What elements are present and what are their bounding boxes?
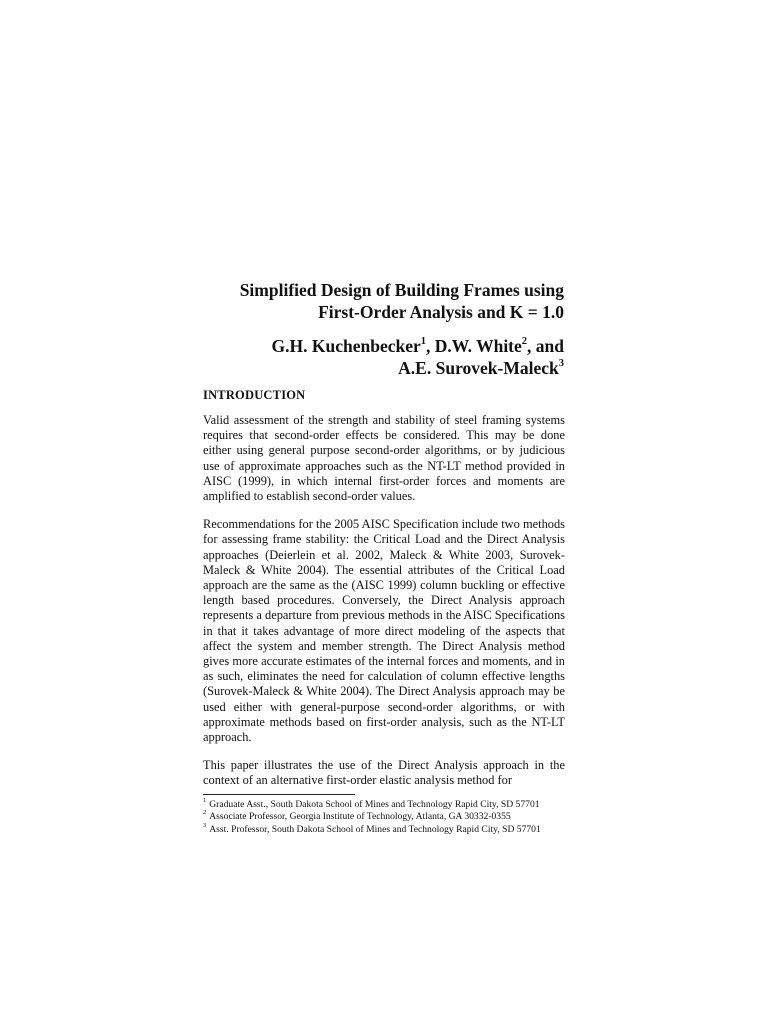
author-2-footnote-mark: 2: [521, 336, 528, 348]
paragraph: Recommendations for the 2005 AISC Specification include two methods for assessing frame stability: the Critical Load and the Direct Analysis approaches (Deierlein et al. 2002, Maleck & White 2003, Surovek-Maleck & White 2004). The essential attributes of the Critical Load approach are the same as the (AISC 1999) column buckling or effective length based procedures. Conversely, the Direct Analysis approach represents a departure from previous methods in the AISC Specifications in that it takes advantage of more direct modeling of the aspects that affect the system and member strength. The Direct Analysis method gives more accurate estimates of the internal forces and moments, and in as such, eliminates the need for calculation of column effective lengths (Surovek-Maleck & White 2004). The Direct Analysis approach may be used either with general-purpose second-order algorithms, or with approximate methods based on first-order analysis, such as the NT-LT approach.: [203, 517, 565, 745]
footnote-text: Graduate Asst., South Dakota School of Mines and Technology Rapid City, SD 57701: [209, 799, 540, 810]
footnote-mark: 1: [203, 796, 207, 804]
paragraph: Valid assessment of the strength and stability of steel framing systems requires that second-order effects be considered. This may be done either using general purpose second-order algorithms, or by judicious use of approximate approaches such as the NT-LT method provided in AISC (1999), in which internal first-order forces and moments are amplified to establish second-order values.: [203, 413, 565, 504]
footnotes: [203, 796, 575, 836]
author-line-1: [200, 335, 564, 357]
footnote: [203, 821, 575, 836]
author-3-name: A.E. Surovek-Maleck: [398, 358, 559, 378]
footnote: [203, 811, 575, 823]
author-1-name: G.H. Kuchenbecker: [271, 336, 421, 356]
section-heading: INTRODUCTION: [203, 388, 306, 402]
paragraph: This paper illustrates the use of the Direct Analysis approach in the context of an alternative first-order elastic analysis method for: [203, 758, 565, 788]
title-line-2: First-Order Analysis and K = 1.0: [318, 302, 564, 322]
author-3-footnote-mark: 3: [558, 358, 564, 370]
body-text: [203, 413, 565, 802]
title-line-1: Simplified Design of Building Frames using: [239, 280, 564, 300]
footnote-text: Asst. Professor, South Dakota School of Mines and Technology Rapid City, SD 57701: [209, 823, 541, 835]
footnote-text: Associate Professor, Georgia Institute of Technology, Atlanta, GA 30332-0355: [209, 811, 511, 823]
author-line-2: [200, 357, 564, 379]
author-separator-2: , and: [527, 336, 564, 356]
footnote: [203, 796, 575, 811]
author-list: [200, 335, 564, 379]
author-1-footnote-mark: 1: [420, 336, 426, 348]
footnote-mark: 2: [203, 809, 207, 817]
author-separator-1: ,: [426, 336, 435, 356]
paper-title: [200, 279, 564, 323]
footnote-divider: [203, 794, 355, 795]
author-2-name: D.W. White: [434, 336, 522, 356]
footnote-mark: 3: [203, 821, 207, 829]
